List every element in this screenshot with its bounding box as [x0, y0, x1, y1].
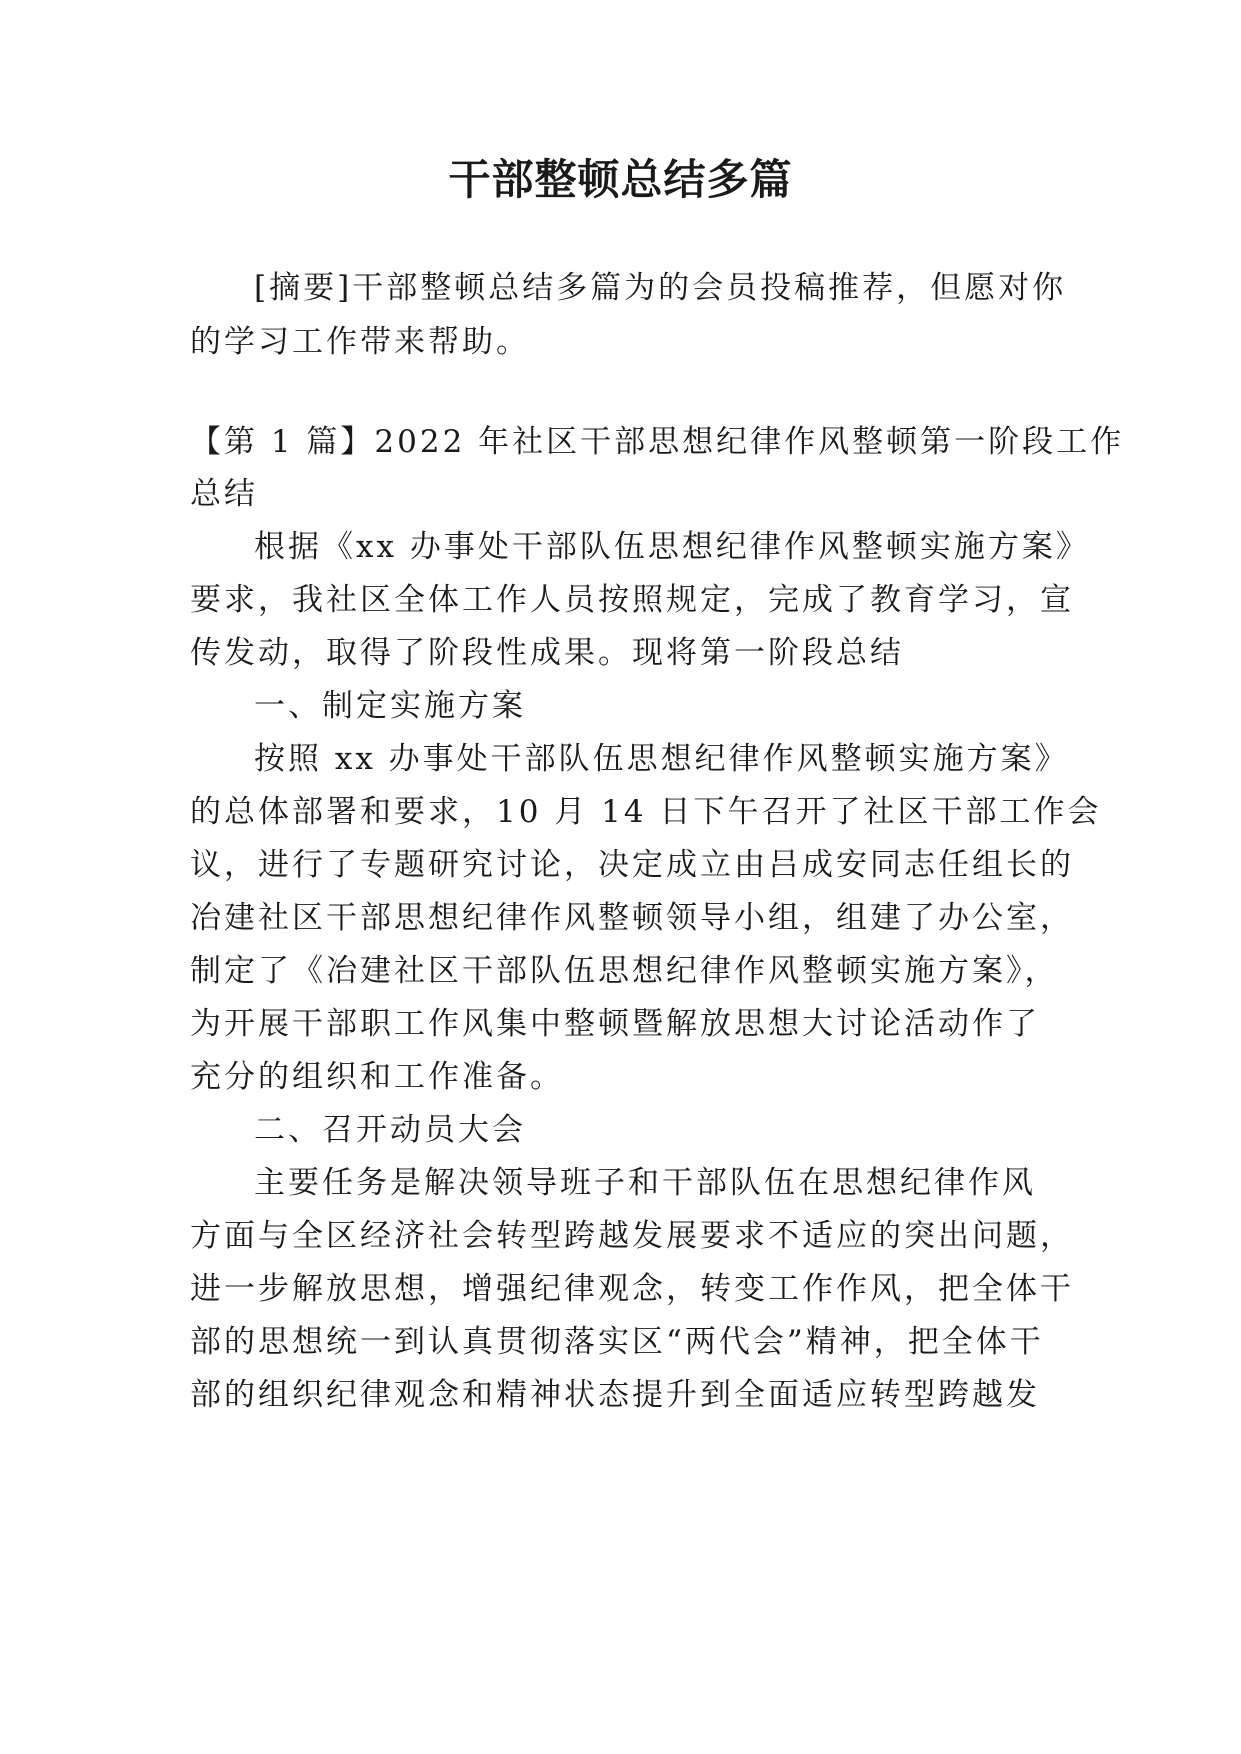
paragraph-2-line-2: 的总体部署和要求，10 月 14 日下午召开了社区干部工作会 [190, 794, 1102, 830]
paragraph-2-line-1: 按照 xx 办事处干部队伍思想纪律作风整顿实施方案》 [254, 741, 1069, 777]
paragraph-1-line-3: 传发动，取得了阶段性成果。现将第一阶段总结 [190, 635, 904, 671]
abstract-line-1: [摘要]干部整顿总结多篇为的会员投稿推荐，但愿对你 [254, 270, 1067, 306]
paragraph-3-line-1: 主要任务是解决领导班子和干部队伍在思想纪律作风 [254, 1165, 1036, 1201]
paragraph-1-line-2: 要求，我社区全体工作人员按照规定，完成了教育学习，宣 [190, 582, 1074, 618]
subheading-1: 一、制定实施方案 [254, 688, 526, 724]
paragraph-2-line-7: 充分的组织和工作准备。 [190, 1059, 564, 1095]
section-heading-line-1: 【第 1 篇】2022 年社区干部思想纪律作风整顿第一阶段工作 [190, 424, 1125, 460]
paragraph-2-line-6: 为开展干部职工作风集中整顿暨解放思想大讨论活动作了 [190, 1006, 1040, 1042]
abstract-line-2: 的学习工作带来帮助。 [190, 324, 530, 360]
paragraph-3-line-4: 部的思想统一到认真贯彻落实区“两代会”精神，把全体干 [190, 1324, 1044, 1360]
subheading-2: 二、召开动员大会 [254, 1112, 526, 1148]
paragraph-2-line-3: 议，进行了专题研究讨论，决定成立由吕成安同志任组长的 [190, 847, 1074, 883]
paragraph-1-line-1: 根据《xx 办事处干部队伍思想纪律作风整顿实施方案》 [254, 529, 1090, 565]
paragraph-2-line-4: 冶建社区干部思想纪律作风整顿领导小组，组建了办公室， [190, 900, 1074, 936]
paragraph-3-line-5: 部的组织纪律观念和精神状态提升到全面适应转型跨越发 [190, 1377, 1040, 1413]
section-heading-line-2: 总结 [190, 476, 258, 512]
paragraph-3-line-2: 方面与全区经济社会转型跨越发展要求不适应的突出问题， [190, 1218, 1074, 1254]
paragraph-2-line-5: 制定了《冶建社区干部队伍思想纪律作风整顿实施方案》， [190, 953, 1059, 989]
document-title: 干部整顿总结多篇 [448, 155, 793, 204]
paragraph-3-line-3: 进一步解放思想，增强纪律观念，转变工作作风，把全体干 [190, 1271, 1074, 1307]
